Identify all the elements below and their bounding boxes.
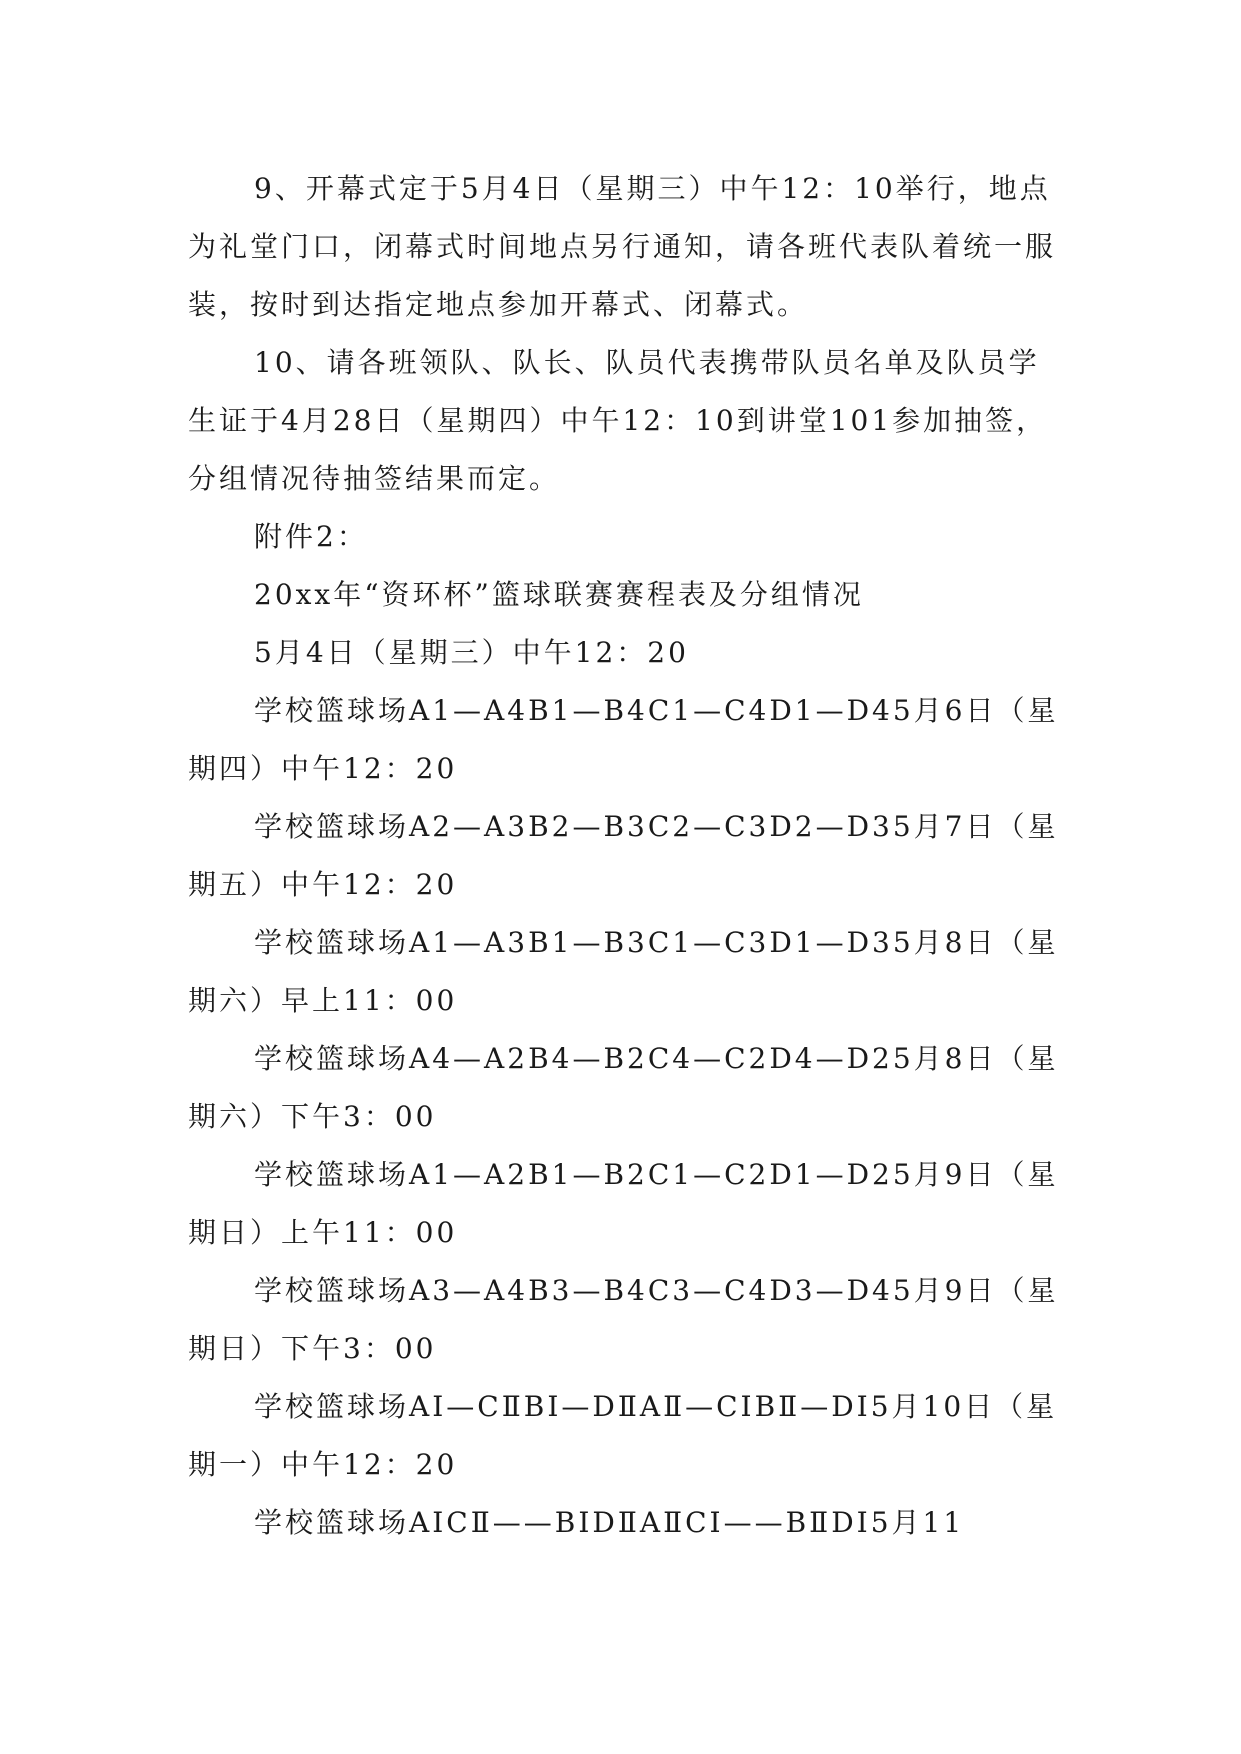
paragraph-opening-ceremony: 9、开幕式定于5月4日（星期三）中午12：10举行，地点为礼堂门口，闭幕式时间地点另行通知，请各班代表队着统一服装，按时到达指定地点参加开幕式、闭幕式。 xyxy=(188,172,1057,321)
schedule-entry: 学校篮球场A1—A2B1—B2C1—C2D1—D25月9日（星期日）上午11：00 xyxy=(188,1158,1059,1249)
schedule-entry: 学校篮球场AⅠ—CⅡBⅠ—DⅡAⅡ—CⅠBⅡ—DⅠ5月10日（星期一）中午12：20 xyxy=(188,1390,1058,1481)
schedule-title: 20xx年“资环杯”篮球联赛赛程表及分组情况 xyxy=(254,578,864,611)
schedule-date-1: 5月4日（星期三）中午12：20 xyxy=(254,636,689,669)
schedule-entry: 学校篮球场A2—A3B2—B3C2—C3D2—D35月7日（星期五）中午12：20 xyxy=(188,810,1059,901)
schedule-entry: 学校篮球场A1—A3B1—B3C1—C3D1—D35月8日（星期六）早上11：00 xyxy=(188,926,1059,1017)
schedule-entry: 学校篮球场A1—A4B1—B4C1—C4D1—D45月6日（星期四）中午12：20 xyxy=(188,694,1059,785)
attachment-label: 附件2： xyxy=(254,520,368,553)
paragraph-draw-lots: 10、请各班领队、队长、队员代表携带队员名单及队员学生证于4月28日（星期四）中午12：10到讲堂101参加抽签，分组情况待抽签结果而定。 xyxy=(188,346,1048,495)
schedule-entry: 学校篮球场A3—A4B3—B4C3—C4D3—D45月9日（星期日）下午3：00 xyxy=(188,1274,1059,1365)
document-page xyxy=(188,160,1068,1552)
schedule-entry: 学校篮球场A4—A2B4—B2C4—C2D4—D25月8日（星期六）下午3：00 xyxy=(188,1042,1059,1133)
schedule-entry: 学校篮球场AⅠCⅡ——BⅠDⅡAⅡCⅠ——BⅡDⅠ5月11 xyxy=(254,1506,965,1539)
